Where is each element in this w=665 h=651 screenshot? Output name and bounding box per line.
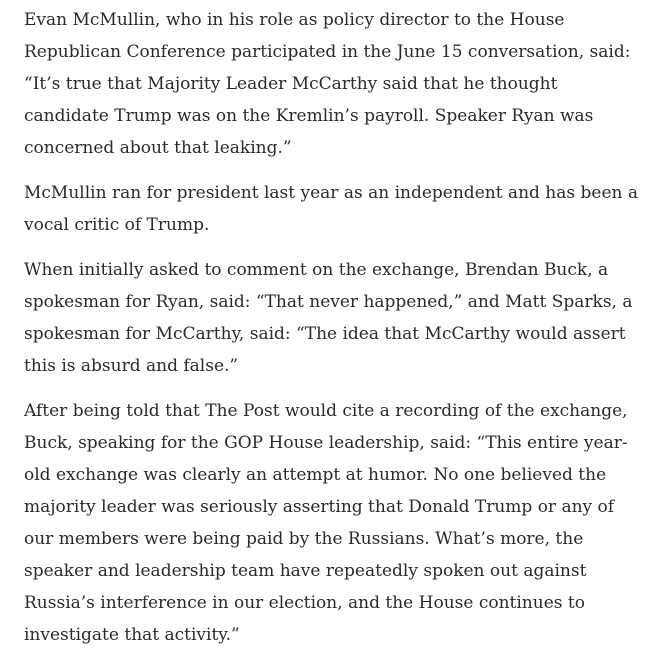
paragraph-initial-denials: When initially asked to comment on the exchange, Brendan Buck, a spokesman for Ryan, said: “That never happened,” and Matt Sparks, a spokesman for McCarthy, said: “The idea that McCarthy would assert this is absurd and false.”	[24, 260, 633, 376]
paragraph-buck-statement: After being told that The Post would cite a recording of the exchange, Buck, speaking for the GOP House leadership, said: “This entire year-old exchange was clearly an attempt at humor. No one believed the majority leader was seriously asserting that Donald Trump or any of our members were being paid by the Russians. What’s more, the speaker and leadership team have repeatedly spoken out against Russia’s interference in our election, and the House continues to investigate that activity.”	[24, 401, 628, 645]
paragraph-mcmullin-quote: Evan McMullin, who in his role as policy director to the House Republican Conference participated in the June 15 conversation, said: “It’s true that Majority Leader McCarthy said that he thought candidate Trump was on the Kremlin’s payroll. Speaker Ryan was concerned about that leaking.”	[24, 10, 631, 158]
paragraph-mcmullin-background: McMullin ran for president last year as an independent and has been a vocal critic of Trump.	[24, 183, 639, 235]
